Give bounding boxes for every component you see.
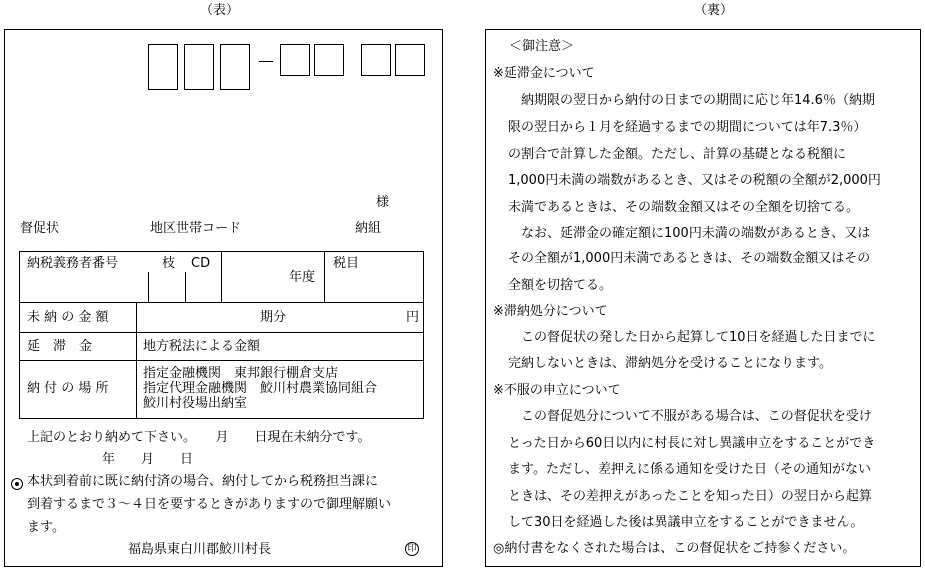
- table-col-divider: [221, 251, 222, 302]
- back-text-line: ときは、その差押えがあったことを知った日）の翌日から起算: [508, 489, 872, 504]
- payment-place-label: 納 付 の 場 所: [27, 381, 109, 396]
- back-text-line: ます。ただし、差押えに係る通知を受けた日（その通知がない: [508, 462, 871, 477]
- region-code-label: 地区世帯コード: [150, 221, 242, 236]
- date-text: 年 月 日: [102, 452, 194, 467]
- back-text-line: なお、延滞金の確定額に100円未満の端数があるとき、又は: [521, 226, 871, 241]
- back-footer-note: ◎納付書をなくされた場合は、この督促状をご持参ください。: [493, 541, 856, 556]
- postal-digit-box: [220, 44, 250, 90]
- table-col-divider: [185, 272, 186, 302]
- payment-place-item: 指定代理金融機関 鮫川村農業協同組合: [143, 381, 378, 396]
- back-panel: [485, 29, 921, 567]
- back-section-title: ※滞納処分について: [493, 304, 608, 319]
- table-row-divider: [19, 360, 424, 361]
- late-fee-value: 地方税法による金額: [143, 339, 261, 354]
- back-text-line: とった日から60日以内に村長に対し異議申立をすることができ: [508, 436, 876, 451]
- postal-digit-box: [184, 44, 214, 90]
- year-label: 年度: [289, 270, 316, 285]
- issuer-name: 福島県東白川郡鮫川村長: [128, 542, 272, 557]
- notice-line: 到着するまで３～４日を要するときがありますので御理解願い: [27, 497, 392, 512]
- notice-line: ます。: [27, 520, 65, 535]
- back-text-line: その全額が1,000円未満であるときは、その端数金額又はその: [508, 251, 871, 266]
- back-side-label: （裏）: [694, 3, 734, 18]
- table-row-divider: [19, 302, 424, 303]
- back-heading: ＜御注意＞: [509, 39, 575, 54]
- front-side-label: （表）: [200, 3, 240, 18]
- notice-line: 本状到着前に既に納付済の場合、納付してから税務担当課に: [27, 474, 379, 489]
- back-text-line: この督促処分について不服がある場合は、この督促状を受け: [521, 409, 872, 424]
- table-col-divider: [148, 272, 149, 302]
- back-text-line: 未満であるときは、その端数金額又はその全額を切捨てる。: [508, 200, 860, 215]
- postal-digit-box: [361, 44, 391, 76]
- back-text-line: 全額を切捨てる。: [508, 278, 613, 293]
- back-text-line: の割合で計算した金額。ただし、計算の基礎となる税額に: [508, 147, 847, 162]
- table-col-divider: [136, 302, 137, 419]
- postal-digit-box: [148, 44, 178, 90]
- request-text: 上記のとおり納めて下さい。 月 日現在未納分です。: [27, 430, 371, 445]
- back-text-line: 納期限の翌日から納付の日までの期間に応じ年14.6％（納期: [521, 93, 875, 108]
- back-text-line: 完納しないときは、滞納処分を受けることになります。: [508, 356, 832, 371]
- yen-label: 円: [406, 310, 420, 325]
- table-row-divider: [19, 332, 424, 333]
- cd-label: CD: [191, 256, 211, 271]
- branch-label: 枝: [162, 256, 176, 271]
- installment-label: 納組: [355, 221, 382, 236]
- tax-item-label: 税目: [333, 256, 360, 271]
- back-section-title: ※延滞金について: [493, 66, 595, 81]
- back-text-line: この督促状の発した日から起算して10日を経過した日までに: [521, 330, 876, 345]
- payment-place-item: 指定金融機関 東邦銀行棚倉支店: [143, 366, 339, 381]
- back-text-line: 限の翌日から１月を経過するまでの期間については年7.3％）: [508, 120, 867, 135]
- table-col-divider: [324, 251, 325, 302]
- postal-digit-box: [280, 44, 310, 76]
- payment-place-list: [143, 366, 377, 411]
- notice-bullet-icon: [11, 478, 23, 490]
- postal-digit-box: [395, 44, 425, 76]
- payment-place-item: 鮫川村役場出納室: [143, 396, 248, 411]
- doc-type-title: 督促状: [20, 221, 60, 236]
- postal-hyphen: [259, 61, 273, 62]
- back-text-line: して30日を経過した後は異議申立をすることができません。: [508, 515, 864, 530]
- postal-digit-box: [314, 44, 344, 76]
- taxpayer-no-label: 納税義務者番号: [27, 256, 119, 271]
- unpaid-amount-label: 未 納 の 金 額: [27, 310, 109, 325]
- seal-icon: 印: [405, 542, 419, 556]
- back-text-line: 1,000円未満の端数があるとき、又はその税額の全額が2,000円: [508, 173, 881, 188]
- late-fee-label: 延 滞 金: [27, 339, 93, 354]
- back-section-title: ※不服の申立について: [493, 383, 621, 398]
- honorific: 様: [376, 195, 390, 210]
- period-label: 期分: [260, 310, 287, 325]
